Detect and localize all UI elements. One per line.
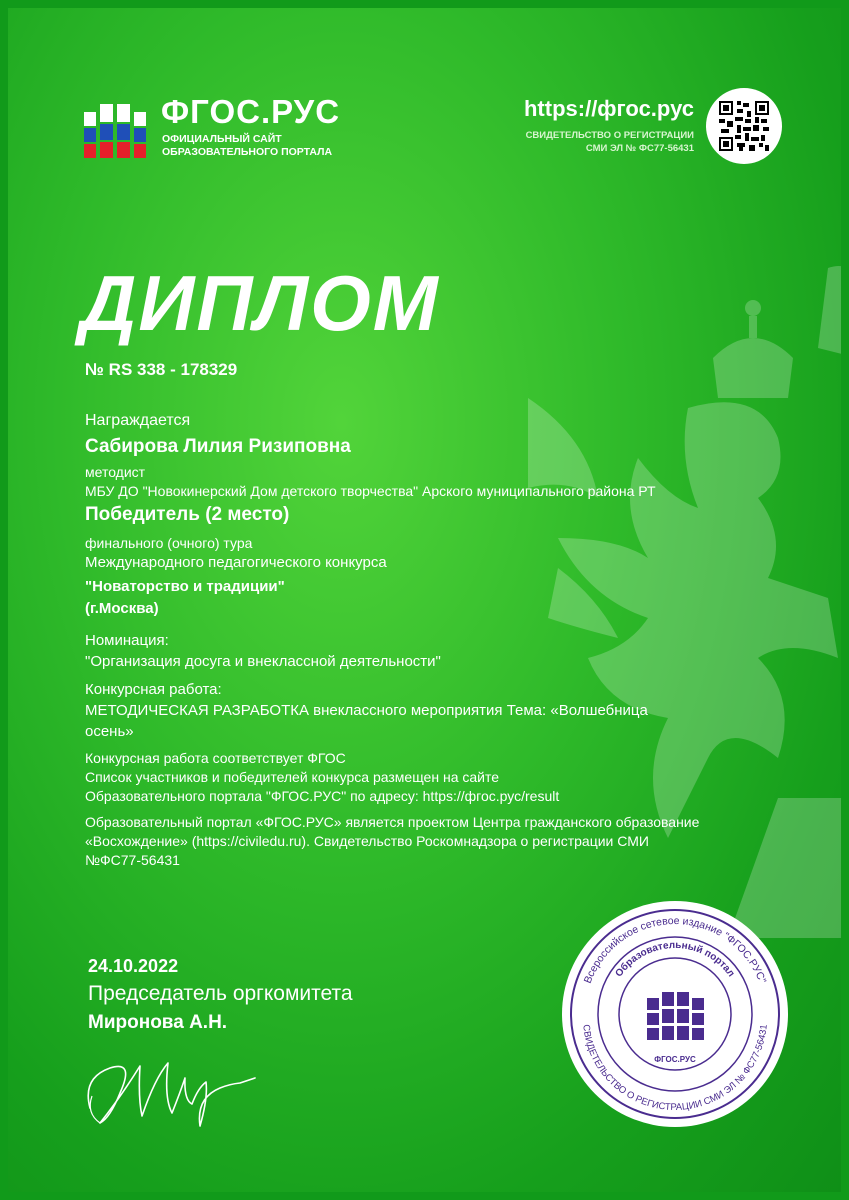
seal-outer-text: Всероссийское сетевое издание "ФГОС.РУС" bbox=[581, 914, 769, 986]
logo-title: ФГОС.РУС bbox=[161, 93, 341, 130]
fgos-compliance: Конкурсная работа соответствует ФГОС bbox=[85, 750, 346, 766]
contest-round: финального (очного) тура bbox=[85, 535, 253, 551]
diploma-number: № RS 338 - 178329 bbox=[85, 360, 238, 379]
signature-icon bbox=[80, 1038, 260, 1133]
recipient-position: методист bbox=[85, 464, 146, 480]
recipient-name: Сабирова Лилия Ризиповна bbox=[85, 436, 351, 457]
portal-info-line2: «Восхождение» (https://civiledu.ru). Свидетельство Роскомнадзора о регистрации СМИ bbox=[85, 833, 649, 849]
chair-label: Председатель оргкомитета bbox=[88, 982, 353, 1005]
registration-line2: СМИ ЭЛ № ФС77-56431 bbox=[585, 143, 694, 154]
contest-name: "Новаторство и традиции" bbox=[85, 578, 285, 595]
portal-info-line1: Образовательный портал «ФГОС.РУС» является проектом Центра гражданского образование bbox=[85, 814, 700, 830]
nomination-label: Номинация: bbox=[85, 632, 169, 649]
logo-subtitle-line2: ОБРАЗОВАТЕЛЬНОГО ПОРТАЛА bbox=[162, 146, 333, 158]
results-url-note: Образовательного портала "ФГОС.РУС" по адресу: https://фгос.рус/result bbox=[85, 788, 560, 804]
seal-inner-text: Образовательный портал bbox=[613, 939, 737, 980]
qr-badge bbox=[706, 88, 782, 164]
issue-date: 24.10.2022 bbox=[88, 956, 179, 976]
logo-subtitle-line1: ОФИЦИАЛЬНЫЙ САЙТ bbox=[162, 133, 282, 145]
work-title-line1: МЕТОДИЧЕСКАЯ РАЗРАБОТКА внеклассного мероприятия Тема: «Волшебница bbox=[85, 702, 648, 719]
site-url-link[interactable]: https://фгос.рус bbox=[523, 96, 694, 121]
work-label: Конкурсная работа: bbox=[85, 681, 222, 698]
seal-bottom-text: СВИДЕТЕЛЬСТВО О РЕГИСТРАЦИИ СМИ ЭЛ № ФС77-56431 bbox=[580, 1023, 770, 1114]
diploma-title: ДИПЛОМ bbox=[80, 259, 440, 347]
recipient-organization: МБУ ДО "Новокинерский Дом детского творчества" Арского муниципального района РТ bbox=[85, 483, 656, 499]
flag-bars-logo-icon bbox=[84, 96, 146, 158]
awarded-label: Награждается bbox=[85, 412, 191, 429]
contest-type: Международного педагогического конкурса bbox=[85, 554, 387, 571]
participants-list-note: Список участников и победителей конкурса размещен на сайте bbox=[85, 769, 500, 785]
seal-center-text: ФГОС.РУС bbox=[654, 1055, 696, 1064]
nomination-value: "Организация досуга и внеклассной деятельности" bbox=[85, 653, 441, 670]
registration-line1: СВИДЕТЕЛЬСТВО О РЕГИСТРАЦИИ bbox=[525, 130, 694, 141]
portal-info-line3: №ФС77-56431 bbox=[85, 852, 180, 868]
award-result: Победитель (2 место) bbox=[85, 504, 290, 525]
work-title-line2: осень» bbox=[85, 723, 134, 740]
qr-code-icon bbox=[719, 101, 769, 151]
chair-name: Миронова А.Н. bbox=[88, 1012, 228, 1033]
contest-city: (г.Москва) bbox=[85, 600, 159, 617]
portal-seal-stamp bbox=[561, 900, 789, 1128]
